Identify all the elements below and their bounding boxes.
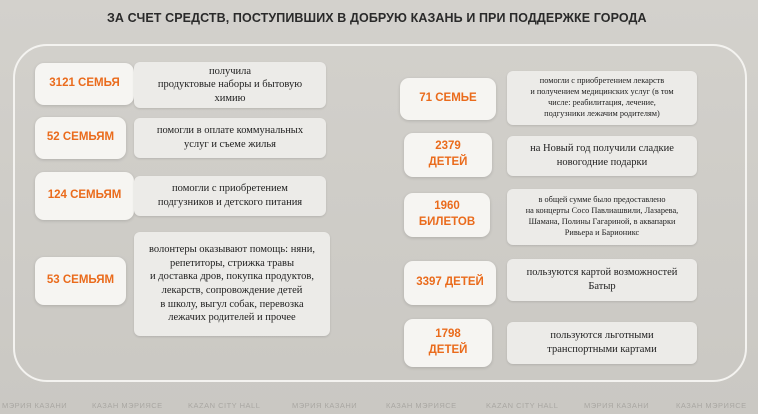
stat-text-right-5: пользуются льготными транспортными картами: [507, 322, 697, 364]
watermark-text: МЭРИЯ КАЗАНИ: [584, 401, 650, 410]
stat-text-right-1: помогли с приобретением лекарств и получением медицинских услуг (в том числе: реабилитация, лечение, подгузники лежачим родителям): [507, 71, 697, 125]
stat-number-right-1: 71 СЕМЬЕ: [400, 78, 496, 120]
stat-text-left-3: помогли с приобретением подгузников и детского питания: [134, 176, 326, 216]
stat-number-right-2: 2379 ДЕТЕЙ: [404, 133, 492, 177]
watermark-text: МЭРИЯ КАЗАНИ: [2, 401, 68, 410]
stat-text-right-2: на Новый год получили сладкие новогодние подарки: [507, 136, 697, 176]
watermark-text: КАЗАН МЭРИЯСЕ: [386, 401, 457, 410]
stat-number-right-4: 3397 ДЕТЕЙ: [404, 261, 496, 305]
slide-title: ЗА СЧЕТ СРЕДСТВ, ПОСТУПИВШИХ В ДОБРУЮ КАЗАНЬ И ПРИ ПОДДЕРЖКЕ ГОРОДА: [107, 11, 647, 25]
watermark-text: КАЗАН МЭРИЯСЕ: [676, 401, 747, 410]
stat-number-left-3: 124 СЕМЬЯМ: [35, 172, 134, 220]
stat-number-left-1: 3121 СЕМЬЯ: [35, 63, 134, 105]
stat-number-left-2: 52 СЕМЬЯМ: [35, 117, 126, 159]
stat-number-right-3: 1960 БИЛЕТОВ: [404, 193, 490, 237]
stat-text-left-1: получила продуктовые наборы и бытовую химию: [134, 62, 326, 108]
stat-number-right-5: 1798 ДЕТЕЙ: [404, 319, 492, 367]
watermark-text: КАЗАН МЭРИЯСЕ: [92, 401, 163, 410]
watermark-text: KAZAN CITY HALL: [188, 401, 261, 410]
watermark-strip: [0, 401, 758, 414]
stat-text-right-3: в общей сумме было предоставлено на концерты Сосо Павлиашвили, Лазарева, Шамана, Полины Гагариной, в аквапарки Ривьера и Барионикс: [507, 189, 697, 245]
watermark-text: МЭРИЯ КАЗАНИ: [292, 401, 358, 410]
stat-text-left-2: помогли в оплате коммунальных услуг и съеме жилья: [134, 118, 326, 158]
stat-text-right-4: пользуются картой возможностей Батыр: [507, 259, 697, 301]
stat-number-left-4: 53 СЕМЬЯМ: [35, 257, 126, 305]
watermark-text: KAZAN CITY HALL: [486, 401, 559, 410]
stat-text-left-4: волонтеры оказывают помощь: няни, репетиторы, стрижка травы и доставка дров, покупка продуктов, лекарств, сопровождение детей в школу, выгул собак, перевозка лежачих родителей и прочее: [134, 232, 330, 336]
